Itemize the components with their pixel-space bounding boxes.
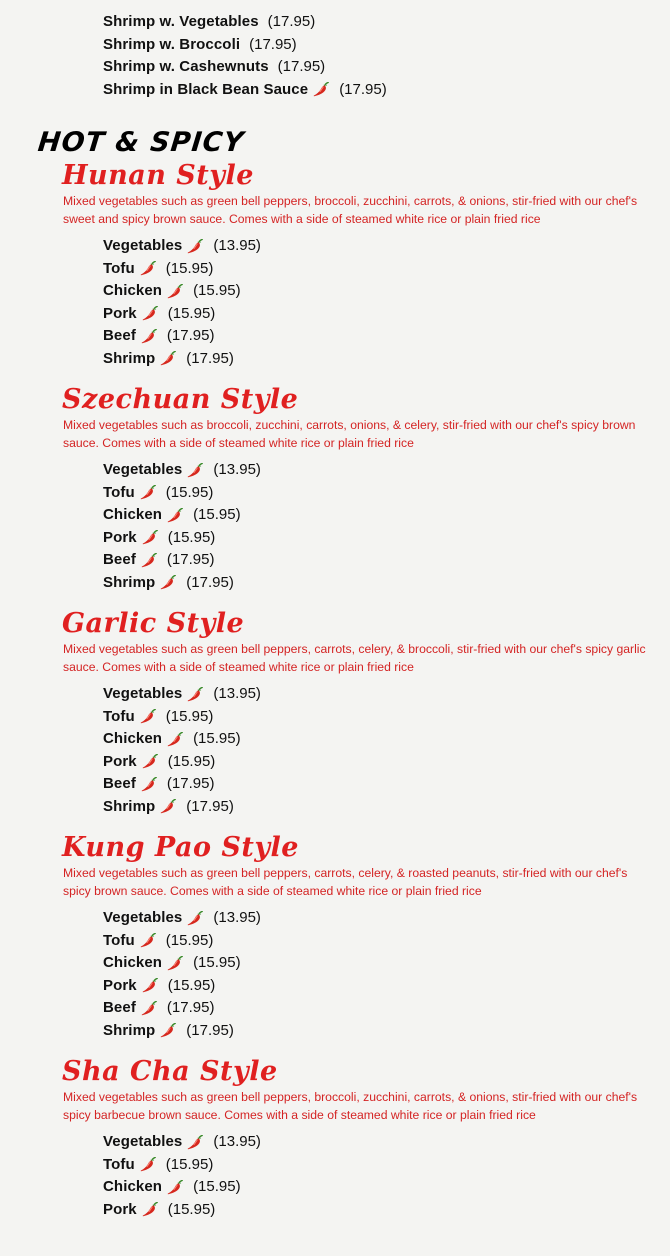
chili-pepper-icon	[160, 799, 177, 814]
item-name: Pork	[103, 304, 137, 322]
menu-item	[103, 975, 670, 998]
menu-item	[103, 258, 670, 281]
menu-item	[103, 907, 670, 930]
item-name: Vegetables	[103, 1133, 183, 1150]
item-name: Beef	[103, 999, 136, 1016]
style-title: Kung Pao Style	[62, 832, 299, 863]
style-item-list	[0, 683, 670, 818]
item-price: (17.95)	[166, 551, 215, 568]
item-name: Shrimp	[103, 1021, 156, 1039]
style-item-list	[0, 235, 670, 370]
style-description: Mixed vegetables such as green bell peppers, carrots, celery, & broccoli, stir-fried with our chef's spicy garlic sauce. Comes with a side of steamed white rice or plain fried rice	[63, 642, 646, 674]
item-name: Vegetables	[103, 237, 183, 254]
chili-pepper-icon	[140, 261, 157, 276]
chili-pepper-icon	[160, 351, 177, 366]
chili-pepper-icon	[187, 239, 204, 254]
item-price: (15.95)	[167, 304, 216, 322]
item-price: (15.95)	[167, 1200, 216, 1218]
menu-item	[103, 459, 670, 482]
item-name: Vegetables	[103, 685, 183, 702]
style-description: Mixed vegetables such as broccoli, zucchini, carrots, onions, & celery, stir-fried with our chef's spicy brown sauce. Comes with a side of steamed white rice or plain fried rice	[63, 418, 636, 450]
item-name: Tofu	[103, 483, 135, 501]
chili-pepper-icon	[141, 777, 158, 792]
style-title: Sha Cha Style	[62, 1056, 278, 1087]
item-price: (17.95)	[186, 797, 234, 815]
item-name: Pork	[103, 752, 137, 770]
item-price: (17.95)	[186, 1021, 234, 1039]
chili-pepper-icon	[187, 463, 204, 478]
section-gap	[0, 594, 670, 609]
menu-item	[103, 728, 670, 751]
menu-item	[103, 706, 670, 729]
item-price: (17.95)	[267, 13, 316, 30]
item-price: (13.95)	[213, 909, 261, 926]
item-price: (15.95)	[167, 752, 216, 770]
menu-item	[103, 34, 670, 57]
item-name: Tofu	[103, 259, 135, 277]
style-item-list	[0, 459, 670, 594]
item-name: Shrimp w. Vegetables	[103, 13, 259, 30]
menu-item	[103, 796, 670, 819]
style-description: Mixed vegetables such as green bell peppers, broccoli, zucchini, carrots, & onions, stir-fried with our chef's sweet and spicy brown sauce. Comes with a side of steamed white rice or plain fried rice	[63, 194, 638, 226]
chili-pepper-icon	[167, 1180, 184, 1195]
menu-item	[103, 482, 670, 505]
item-price: (17.95)	[249, 35, 297, 53]
style-description: Mixed vegetables such as green bell peppers, carrots, celery, & roasted peanuts, stir-fried with our chef's spicy brown sauce. Comes with a side of steamed white rice or plain fried rice	[63, 866, 628, 898]
style-title: Szechuan Style	[62, 384, 299, 415]
item-name: Chicken	[103, 506, 163, 523]
item-price: (15.95)	[167, 528, 216, 546]
item-price: (13.95)	[213, 237, 261, 254]
style-item-list	[0, 1131, 670, 1221]
menu-item	[103, 549, 670, 572]
chili-pepper-icon	[313, 82, 330, 97]
item-name: Shrimp in Black Bean Sauce	[103, 80, 309, 98]
item-price: (17.95)	[166, 775, 215, 792]
item-price: (15.95)	[167, 976, 216, 994]
menu-item	[103, 1020, 670, 1043]
item-price: (15.95)	[165, 707, 214, 725]
item-price: (15.95)	[165, 1155, 214, 1173]
menu-item	[103, 11, 670, 34]
item-name: Chicken	[103, 1178, 163, 1195]
style-block-3	[0, 833, 670, 1057]
item-price: (13.95)	[213, 461, 261, 478]
item-name: Beef	[103, 551, 136, 568]
style-block-0	[0, 161, 670, 385]
item-price: (15.95)	[193, 1178, 241, 1195]
menu-item	[103, 952, 670, 975]
chili-pepper-icon	[140, 933, 157, 948]
item-name: Pork	[103, 528, 137, 546]
chili-pepper-icon	[167, 732, 184, 747]
style-block-4	[0, 1057, 670, 1236]
menu-item	[103, 1154, 670, 1177]
menu-item	[103, 1199, 670, 1222]
chili-pepper-icon	[142, 754, 159, 769]
item-name: Beef	[103, 327, 136, 344]
chili-pepper-icon	[167, 508, 184, 523]
item-price: (13.95)	[213, 685, 261, 702]
item-name: Chicken	[103, 954, 163, 971]
item-price: (17.95)	[277, 58, 326, 75]
chili-pepper-icon	[140, 1157, 157, 1172]
item-name: Shrimp	[103, 349, 156, 367]
chili-pepper-icon	[167, 956, 184, 971]
menu-item	[103, 504, 670, 527]
section-gap	[0, 818, 670, 833]
chili-pepper-icon	[140, 485, 157, 500]
item-price: (15.95)	[165, 931, 214, 949]
chili-pepper-icon	[187, 687, 204, 702]
item-name: Shrimp	[103, 797, 156, 815]
chili-pepper-icon	[140, 709, 157, 724]
menu-item	[103, 56, 670, 79]
chili-pepper-icon	[142, 306, 159, 321]
menu-item	[103, 235, 670, 258]
menu-item	[103, 997, 670, 1020]
chili-pepper-icon	[141, 1001, 158, 1016]
item-price: (17.95)	[186, 573, 234, 591]
item-price: (17.95)	[166, 327, 215, 344]
chili-pepper-icon	[160, 575, 177, 590]
menu-item	[103, 930, 670, 953]
item-price: (17.95)	[166, 999, 215, 1016]
menu-item	[103, 348, 670, 371]
style-block-1	[0, 385, 670, 609]
item-price: (15.95)	[165, 259, 214, 277]
style-title: Garlic Style	[62, 608, 245, 639]
menu-item	[103, 683, 670, 706]
menu-item	[103, 280, 670, 303]
menu-item	[103, 773, 670, 796]
menu-item	[103, 572, 670, 595]
chili-pepper-icon	[187, 911, 204, 926]
chili-pepper-icon	[142, 1202, 159, 1217]
chili-pepper-icon	[141, 329, 158, 344]
section-title: HOT & SPICY	[36, 127, 246, 158]
item-name: Pork	[103, 1200, 137, 1218]
menu-item	[103, 325, 670, 348]
style-description: Mixed vegetables such as green bell peppers, broccoli, zucchini, carrots, & onions, stir-fried with our chef's spicy barbecue brown sauce. Comes with a side of steamed white rice or plain fried rice	[63, 1090, 638, 1122]
item-price: (13.95)	[213, 1133, 261, 1150]
chili-pepper-icon	[141, 553, 158, 568]
item-name: Shrimp	[103, 573, 156, 591]
section-gap	[0, 1042, 670, 1057]
item-price: (15.95)	[193, 730, 241, 747]
item-name: Tofu	[103, 931, 135, 949]
menu-item	[103, 1176, 670, 1199]
item-name: Tofu	[103, 1155, 135, 1173]
item-price: (17.95)	[186, 349, 234, 367]
item-name: Chicken	[103, 730, 163, 747]
style-block-2	[0, 609, 670, 833]
item-name: Chicken	[103, 282, 163, 299]
section-gap	[0, 370, 670, 385]
item-name: Vegetables	[103, 909, 183, 926]
item-price: (15.95)	[193, 506, 241, 523]
chili-pepper-icon	[187, 1135, 204, 1150]
item-price: (15.95)	[193, 954, 241, 971]
styles-container	[0, 161, 670, 1236]
chili-pepper-icon	[142, 978, 159, 993]
top-item-list	[0, 0, 670, 101]
item-name: Shrimp w. Cashewnuts	[103, 58, 269, 75]
menu-item	[103, 303, 670, 326]
item-name: Shrimp w. Broccoli	[103, 35, 241, 53]
chili-pepper-icon	[142, 530, 159, 545]
menu-item	[103, 751, 670, 774]
style-title: Hunan Style	[62, 160, 254, 191]
item-name: Tofu	[103, 707, 135, 725]
menu-item	[103, 527, 670, 550]
chili-pepper-icon	[160, 1023, 177, 1038]
chili-pepper-icon	[167, 284, 184, 299]
item-name: Beef	[103, 775, 136, 792]
item-name: Pork	[103, 976, 137, 994]
section-gap	[0, 1221, 670, 1236]
menu-item	[103, 79, 670, 102]
item-price: (15.95)	[165, 483, 214, 501]
item-name: Vegetables	[103, 461, 183, 478]
item-price: (15.95)	[193, 282, 241, 299]
menu-item	[103, 1131, 670, 1154]
style-item-list	[0, 907, 670, 1042]
item-price: (17.95)	[339, 80, 387, 98]
